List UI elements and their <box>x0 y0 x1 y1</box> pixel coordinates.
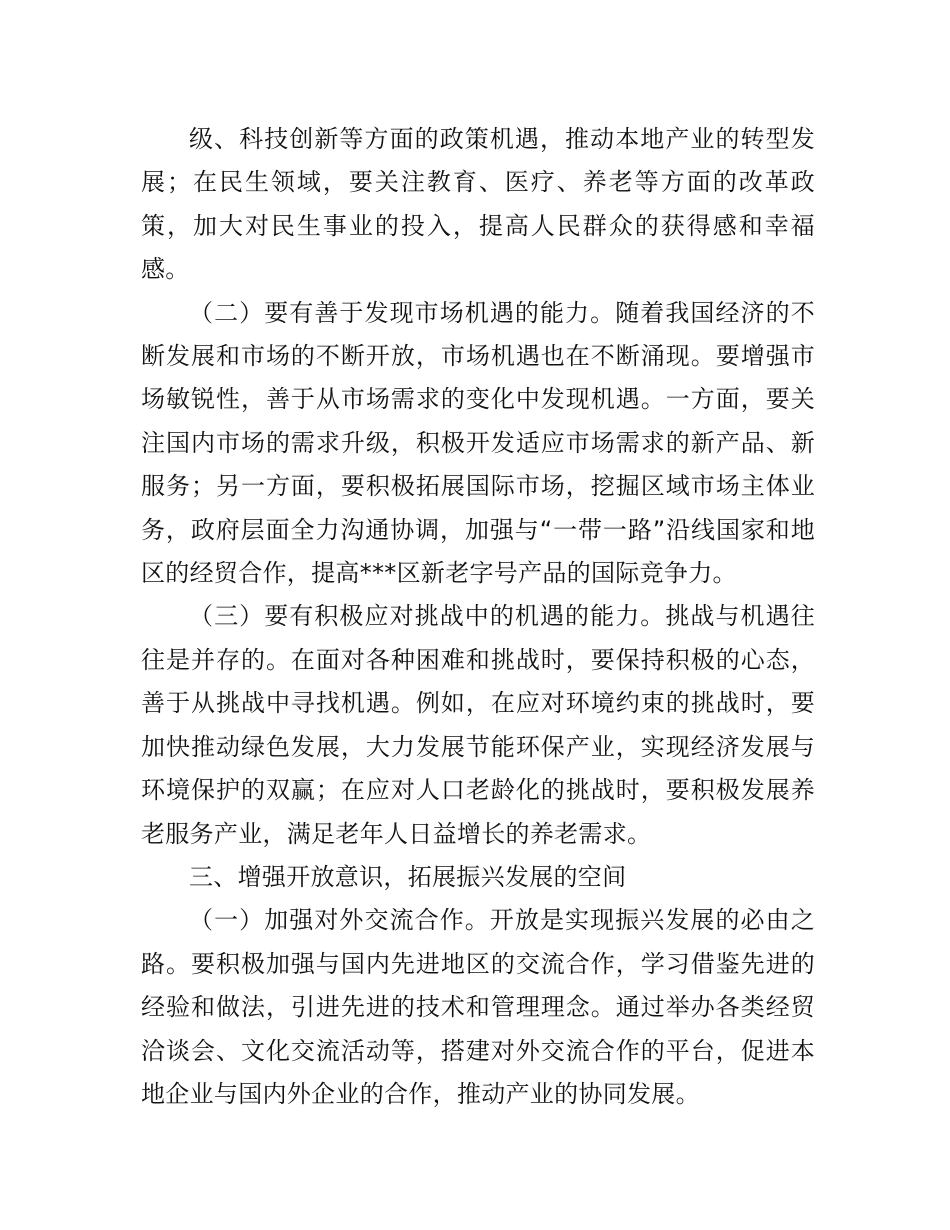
paragraph-challenge-opportunity: （三）要有积极应对挑战中的机遇的能力。挑战与机遇往往是并存的。在面对各种困难和挑战时，要保持积极的心态，善于从挑战中寻找机遇。例如，在应对环境约束的挑战时，要加快推动绿色发展，大力发展节能环保产业，实现经济发展与环境保护的双赢；在应对人口老龄化的挑战时，要积极发展养老服务产业，满足老年人日益增长的养老需求。 <box>141 602 815 848</box>
section-heading-openness: 三、增强开放意识，拓展振兴发展的空间 <box>189 862 627 891</box>
paragraph-market-opportunity: （二）要有善于发现市场机遇的能力。随着我国经济的不断发展和市场的不断开放，市场机遇也在不断涌现。要增强市场敏锐性，善于从市场需求的变化中发现机遇。一方面，要关注国内市场的需求升级，积极开发适应市场需求的新产品、新服务；另一方面，要积极拓展国际市场，挖掘区域市场主体业务，政府层面全力沟通协调，加强与“一带一路”沿线国家和地区的经贸合作，提高***区新老字号产品的国际竞争力。 <box>141 298 815 588</box>
document-body <box>141 118 815 1116</box>
paragraph-external-cooperation: （一）加强对外交流合作。开放是实现振兴发展的必由之路。要积极加强与国内先进地区的交流合作，学习借鉴先进的经验和做法，引进先进的技术和管理理念。通过举办各类经贸洽谈会、文化交流活动等，搭建对外交流合作的平台，促进本地企业与国内外企业的合作，推动产业的协同发展。 <box>141 906 815 1108</box>
paragraph-policy-continuation: 级、科技创新等方面的政策机遇，推动本地产业的转型发展；在民生领域，要关注教育、医疗、养老等方面的改革政策，加大对民生事业的投入，提高人民群众的获得感和幸福感。 <box>141 125 815 284</box>
